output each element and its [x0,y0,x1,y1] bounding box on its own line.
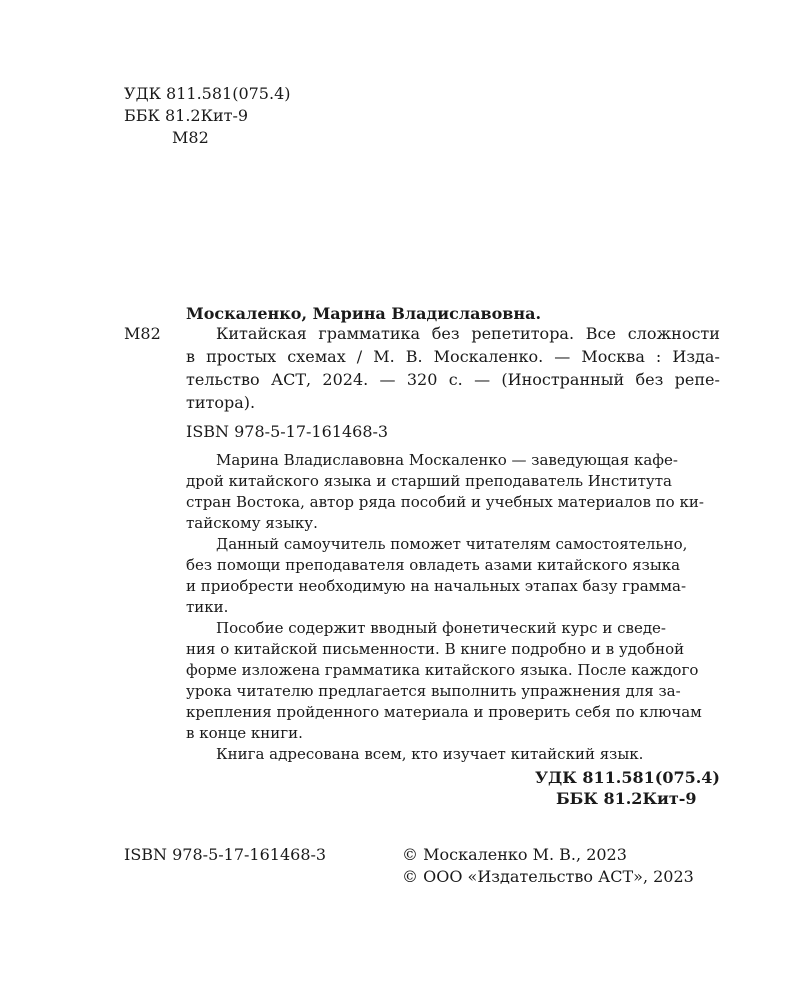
annotation-p2-line-2: без помощи преподавателя овладеть азами китайского языка [186,556,681,574]
catalog-isbn: ISBN 978-5-17-161468-3 [186,422,389,441]
annotation-p3-line-2: ния о китайской письменности. В книге подробно и в удобной [186,640,685,658]
catalog-description-line-3: тельство АСТ, 2024. — 320 с. — (Иностранный без репе- [186,370,720,389]
top-bbk-code: ББК 81.2Кит-9 [124,106,249,125]
annotation-p2-line-3: и приобрести необходимую на начальных этапах базу грамма- [186,577,687,595]
author-heading: Москаленко, Марина Владиславовна. [186,304,542,323]
annotation-p3-line-4: урока читателю предлагается выполнить упражнения для за- [186,682,681,700]
footer-isbn: ISBN 978-5-17-161468-3 [124,845,327,864]
catalog-description-line-1: Китайская грамматика без репетитора. Все сложности [216,324,720,343]
annotation-p3-line-6: в конце книги. [186,724,303,742]
footer-copyright-author: © Москаленко М. В., 2023 [402,845,627,864]
annotation-p1-line-2: дрой китайского языка и старший преподаватель Института [186,472,672,490]
top-author-mark: М82 [172,128,209,147]
annotation-p2-line-4: тики. [186,598,229,616]
annotation-p3-line-3: форме изложена грамматика китайского языка. После каждого [186,661,699,679]
annotation-p1-line-4: тайскому языку. [186,514,318,532]
catalog-description-line-2: в простых схемах / М. В. Москаленко. — Москва : Изда- [186,347,720,366]
annotation-udk-code: УДК 811.581(075.4) [535,768,720,787]
annotation-bbk-code: ББК 81.2Кит-9 [556,789,697,808]
annotation-p1-line-1: Марина Владиславовна Москаленко — заведующая кафе- [216,451,678,469]
footer-copyright-publisher: © ООО «Издательство АСТ», 2023 [402,867,694,886]
annotation-p1-line-3: стран Востока, автор ряда пособий и учебных материалов по ки- [186,493,704,511]
catalog-author-mark: М82 [124,324,161,343]
annotation-p3-line-5: крепления пройденного материала и проверить себя по ключам [186,703,702,721]
annotation-p4-line-1: Книга адресована всем, кто изучает китайский язык. [216,745,644,763]
top-udk-code: УДК 811.581(075.4) [124,84,291,103]
annotation-p2-line-1: Данный самоучитель поможет читателям самостоятельно, [216,535,688,553]
annotation-p3-line-1: Пособие содержит вводный фонетический курс и сведе- [216,619,666,637]
catalog-description-line-4: титора). [186,393,256,412]
